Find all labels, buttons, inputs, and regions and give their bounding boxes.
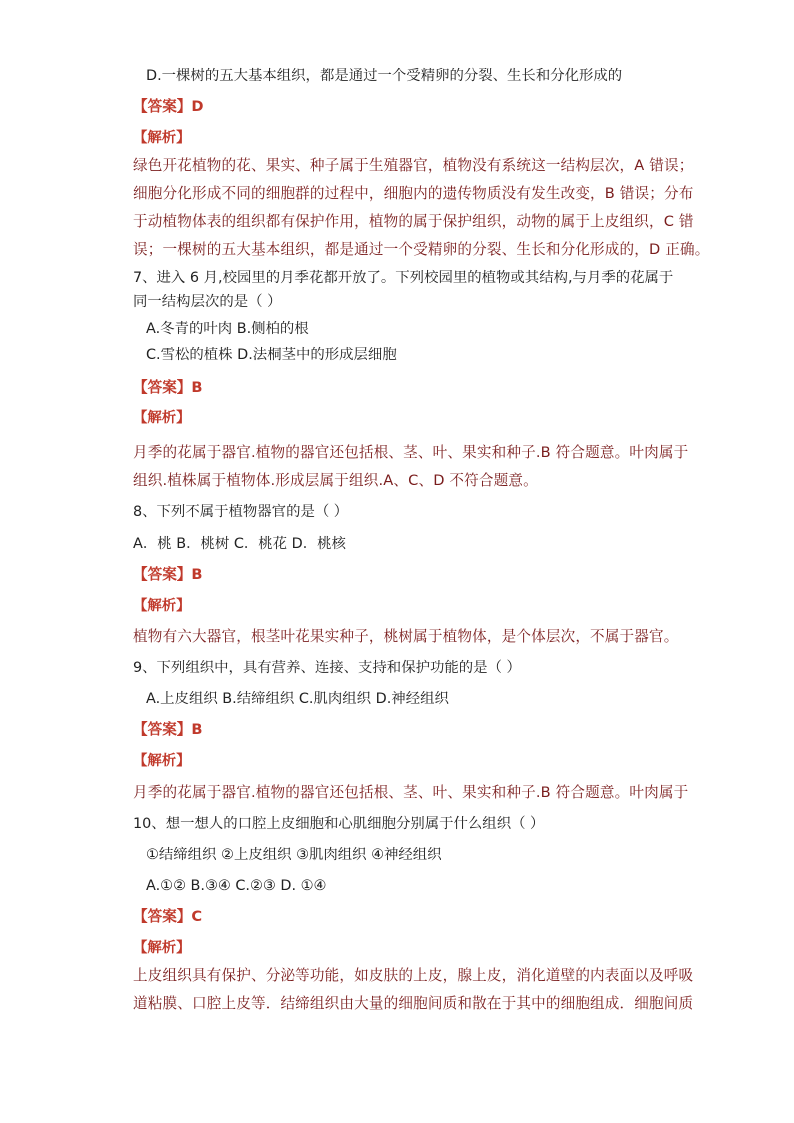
explanation-text: 月季的花属于器官.植物的器官还包括根、茎、叶、果实和种子.B 符合题意。叶肉属于	[133, 444, 689, 461]
question-8: 8、下列不属于植物器官的是（ ）	[133, 504, 349, 520]
explanation-text: 植物有六大器官，根茎叶花果实种子，桃树属于植物体，是个体层次，不属于器官。	[133, 628, 679, 645]
explanation-text: 绿色开花植物的花、果实、种子属于生殖器官，植物没有系统这一结构层次，A 错误；	[133, 157, 694, 174]
answer-label: 【答案】	[133, 98, 192, 115]
answer-line	[133, 720, 203, 740]
answer-label: 【答案】	[133, 908, 192, 925]
answer-line	[133, 97, 204, 117]
answer-line	[133, 907, 202, 927]
answer-line	[133, 565, 203, 585]
question-10-choices: ①结缔组织 ②上皮组织 ③肌肉组织 ④神经组织	[146, 847, 442, 863]
explanation-label: 【解析】	[133, 598, 191, 614]
answer-label: 【答案】	[133, 566, 192, 583]
explanation-text: 误；一棵树的五大基本组织，都是通过一个受精卵的分裂、生长和分化形成的，D 正确。	[133, 241, 710, 258]
answer-value: B	[191, 379, 203, 396]
answer-label: 【答案】	[133, 721, 192, 738]
question-7-options: A.冬青的叶肉 B.侧柏的根	[146, 321, 309, 337]
answer-value: B	[191, 721, 203, 738]
explanation-text: 组织.植株属于植物体.形成层属于组织.A、C、D 不符合题意。	[133, 472, 538, 489]
explanation-text: 月季的花属于器官.植物的器官还包括根、茎、叶、果实和种子.B 符合题意。叶肉属于	[133, 784, 689, 801]
option-d-text: D.一棵树的五大基本组织，都是通过一个受精卵的分裂、生长和分化形成的	[146, 68, 623, 84]
explanation-text: 于动植物体表的组织都有保护作用，植物的属于保护组织，动物的属于上皮组织，C 错	[133, 213, 694, 230]
question-9: 9、下列组织中，具有营养、连接、支持和保护功能的是（ ）	[133, 660, 521, 676]
question-7-cont: 同一结构层次的是（ ）	[133, 294, 282, 310]
answer-line	[133, 378, 203, 398]
question-10-options: A.①② B.③④ C.②③ D. ①④	[146, 878, 327, 894]
answer-value: D	[191, 98, 204, 115]
explanation-label: 【解析】	[133, 410, 191, 426]
answer-label: 【答案】	[133, 379, 192, 396]
explanation-text: 道粘膜、口腔上皮等．结缔组织由大量的细胞间质和散在于其中的细胞组成．细胞间质	[133, 995, 694, 1012]
question-7: 7、进入 6 月,校园里的月季花都开放了。下列校园里的植物或其结构,与月季的花属于	[133, 270, 674, 286]
question-8-options: A．桃 B．桃树 C．桃花 D．桃核	[133, 536, 346, 552]
explanation-text: 上皮组织具有保护、分泌等功能，如皮肤的上皮，腺上皮，消化道壁的内表面以及呼吸	[133, 967, 694, 984]
question-7-options: C.雪松的植株 D.法桐茎中的形成层细胞	[146, 347, 397, 363]
question-9-options: A.上皮组织 B.结缔组织 C.肌肉组织 D.神经组织	[146, 691, 449, 707]
explanation-label: 【解析】	[133, 940, 191, 956]
answer-value: C	[191, 908, 203, 925]
explanation-label: 【解析】	[133, 130, 191, 146]
question-10: 10、想一想人的口腔上皮细胞和心肌细胞分别属于什么组织（ ）	[133, 816, 545, 832]
explanation-label: 【解析】	[133, 753, 191, 769]
explanation-text: 细胞分化形成不同的细胞群的过程中，细胞内的遗传物质没有发生改变，B 错误；分布	[133, 185, 694, 202]
answer-value: B	[191, 566, 203, 583]
